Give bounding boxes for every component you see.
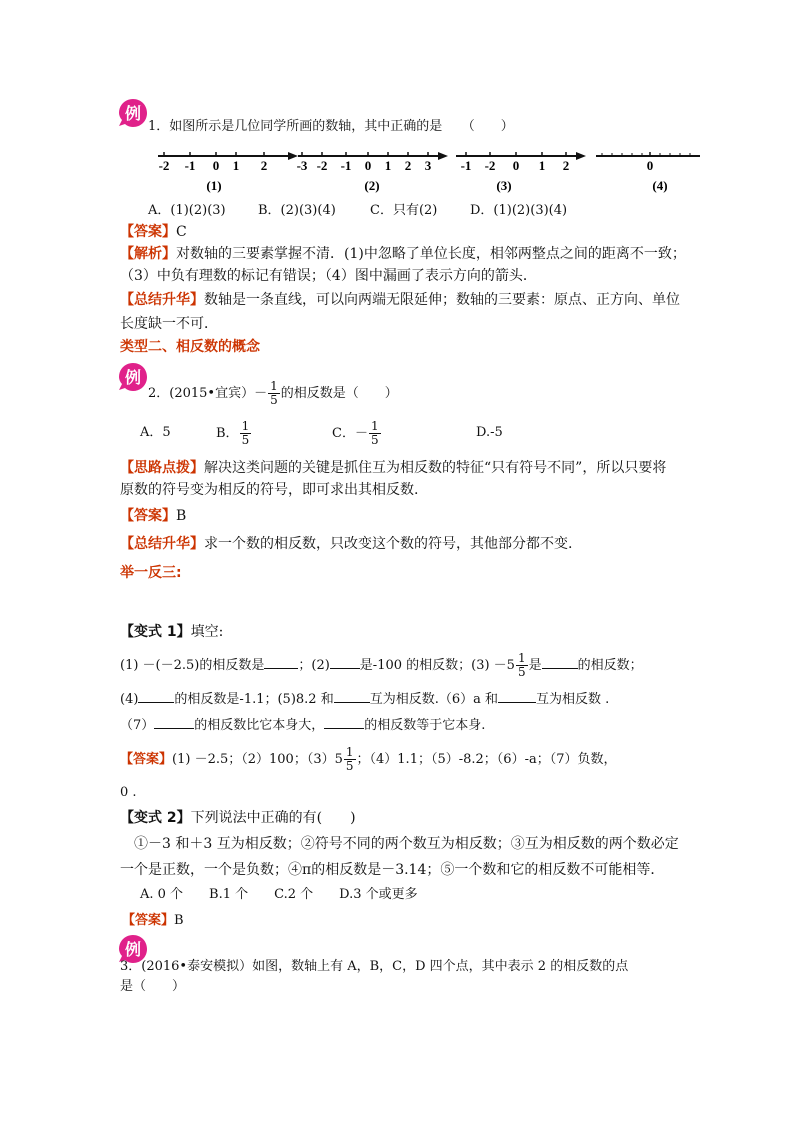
tick-label: 0 [364,158,372,173]
blank [498,690,536,703]
analysis-tag: 【解析】 [120,246,176,262]
badge-char: 例 [124,368,142,387]
fraction: $\frac{1}{5}$ [270,379,278,407]
v2-tag: 【变式 2】 [120,810,191,826]
section-heading: 类型二、相反数的概念 [120,339,260,355]
tick-label: -2 [158,158,170,173]
summary-text: 求一个数的相反数，只改变这个数的符号，其他部分都不变. [204,536,573,552]
q2-option-d: D.-5 [476,425,503,440]
tick-label: 2 [562,158,570,173]
number-line-caption: (4) [652,178,668,193]
v2-options: A. 0 个 B.1 个 C.2 个 D.3 个或更多 [140,887,418,902]
badge-char: 例 [124,940,142,959]
q2-stem [148,380,398,407]
blank [334,690,370,703]
answer-value: B [174,913,184,928]
number-line-3 [456,152,586,193]
tick-label: 0 [212,158,220,173]
arrow-head-icon [438,152,448,160]
hint-text: 解决这类问题的关键是抓住互为相反数的特征“只有符号不同”，所以只要将 [204,460,667,476]
v1-title-text: 填空: [190,624,224,640]
q1-answer [120,222,187,242]
number-line-caption: (1) [206,178,222,193]
fraction: $\frac{1}{5}$ [517,651,526,679]
v1-answer: 【答案】(1) －2.5；（2）100；（3）5 $\frac{1}{5}$ ；（4）1.1；（5）-8.2；（6）-a；（7）负数， [120,745,617,773]
summary-tag: 【总结升华】 [120,536,204,552]
v1-line3: （7） 的相反数比它本身大， 的相反数等于它本身. [120,718,486,733]
example-badge-icon [118,362,148,392]
v1-title [120,622,223,642]
q2-option-a: A．5 [140,425,171,440]
number-line-1 [158,152,298,193]
tick-label: 1 [538,158,546,173]
number-line-caption: (2) [364,178,380,193]
tick-label: 2 [404,158,412,173]
tick-label: -2 [484,158,496,173]
q3-line2: 是（ ） [120,979,186,994]
arrow-head-icon [576,152,586,160]
answer-tag: 【答案】 [120,224,176,240]
hint-tag: 【思路点拨】 [120,460,204,476]
tick-label: -3 [296,158,308,173]
tick-label: -2 [316,158,328,173]
badge-char: 例 [124,104,142,123]
tick-label: 1 [384,158,392,173]
tick-label: -1 [184,158,196,173]
answer-tag: 【答案】 [120,508,176,524]
blank [542,656,578,669]
answer-value: B [176,508,187,524]
blank [138,690,174,703]
v2-title [120,808,356,828]
tick-label: 2 [260,158,268,173]
q1-option-b: B．(2)(3)(4) [258,203,336,218]
v2-answer [122,912,184,930]
v2-line2: 一个是正数，一个是负数；④π的相反数是－3.14；⑤一个数和它的相反数不可能相等． [120,862,665,878]
q1-summary-line1 [120,290,680,310]
q3-line1: 3．(2016•泰安模拟）如图，数轴上有 A，B，C，D 四个点，其中表示 2 的相反数的点 [120,959,629,974]
q1-option-c: C．只有(2) [370,203,438,218]
number-line-4 [596,152,700,193]
q2-stem-pre: 2．(2015•宜宾）－ [148,386,268,401]
number-lines-figure [150,146,710,194]
blank [154,716,194,729]
fraction: $\frac{1}{5}$ [241,419,250,447]
blank [264,656,298,669]
tick-label: 0 [646,158,654,173]
example-badge-icon [118,98,148,128]
analysis-text: 对数轴的三要素掌握不清．(1)中忽略了单位长度，相邻两整点之间的距离不一致； [176,246,686,262]
v1-line1: (1) －(－2.5)的相反数是 ；(2) 是-100 的相反数；(3) －5 $\frac{1}{5}$ 是 的相反数； [120,651,643,679]
tick-label: 1 [232,158,240,173]
answer-tag: 【答案】 [122,913,175,928]
practice-heading: 举一反三: [120,565,182,581]
q1-analysis-line2: （3）中负有理数的标记有错误；（4）图中漏画了表示方向的箭头． [120,268,537,284]
q1-stem: 1．如图所示是几位同学所画的数轴，其中正确的是 （ ） [148,119,514,134]
v1-tag: 【变式 1】 [120,624,191,640]
q2-option-b: B． $\frac{1}{5}$ [216,419,250,447]
q1-option-d: D．(1)(2)(3)(4) [470,203,568,218]
q1-option-a: A．(1)(2)(3) [148,203,226,218]
v2-line1: ①－3 和＋3 互为相反数；②符号不同的两个数互为相反数；③互为相反数的两个数必定 [134,836,679,852]
q2-hint-line2: 原数的符号变为相反的符号，即可求出其相反数. [120,482,419,498]
number-line-caption: (3) [496,178,512,193]
answer-tag: 【答案】 [120,752,173,767]
q2-option-c: C．－ $\frac{1}{5}$ [332,419,379,447]
tick-label: 0 [512,158,520,173]
tick-label: -1 [460,158,472,173]
summary-tag: 【总结升华】 [120,292,204,308]
q2-answer [120,506,186,526]
q2-summary [120,534,572,554]
blank [324,716,364,729]
number-line-2 [297,152,448,193]
answer-value: C [176,224,187,240]
blank [330,656,360,669]
v1-answer-line2: 0 . [120,785,137,800]
tick-label: -1 [340,158,352,173]
summary-text: 数轴是一条直线，可以向两端无限延伸；数轴的三要素：原点、正方向、单位 [204,292,680,308]
v1-line2: (4) 的相反数是-1.1；(5)8.2 和 互为相反数.（6）a 和 互为相反数 . [120,692,610,707]
q2-hint-line1 [120,458,666,478]
q1-analysis-line1 [120,244,686,264]
v2-title-text: 下列说法中正确的有( ) [190,810,356,826]
q1-summary-line2: 长度缺一不可． [120,316,218,332]
tick-label: 3 [424,158,432,173]
q2-stem-post: 的相反数是（ ） [280,386,398,401]
fraction: $\frac{1}{5}$ [345,745,354,773]
fraction: $\frac{1}{5}$ [370,419,379,447]
